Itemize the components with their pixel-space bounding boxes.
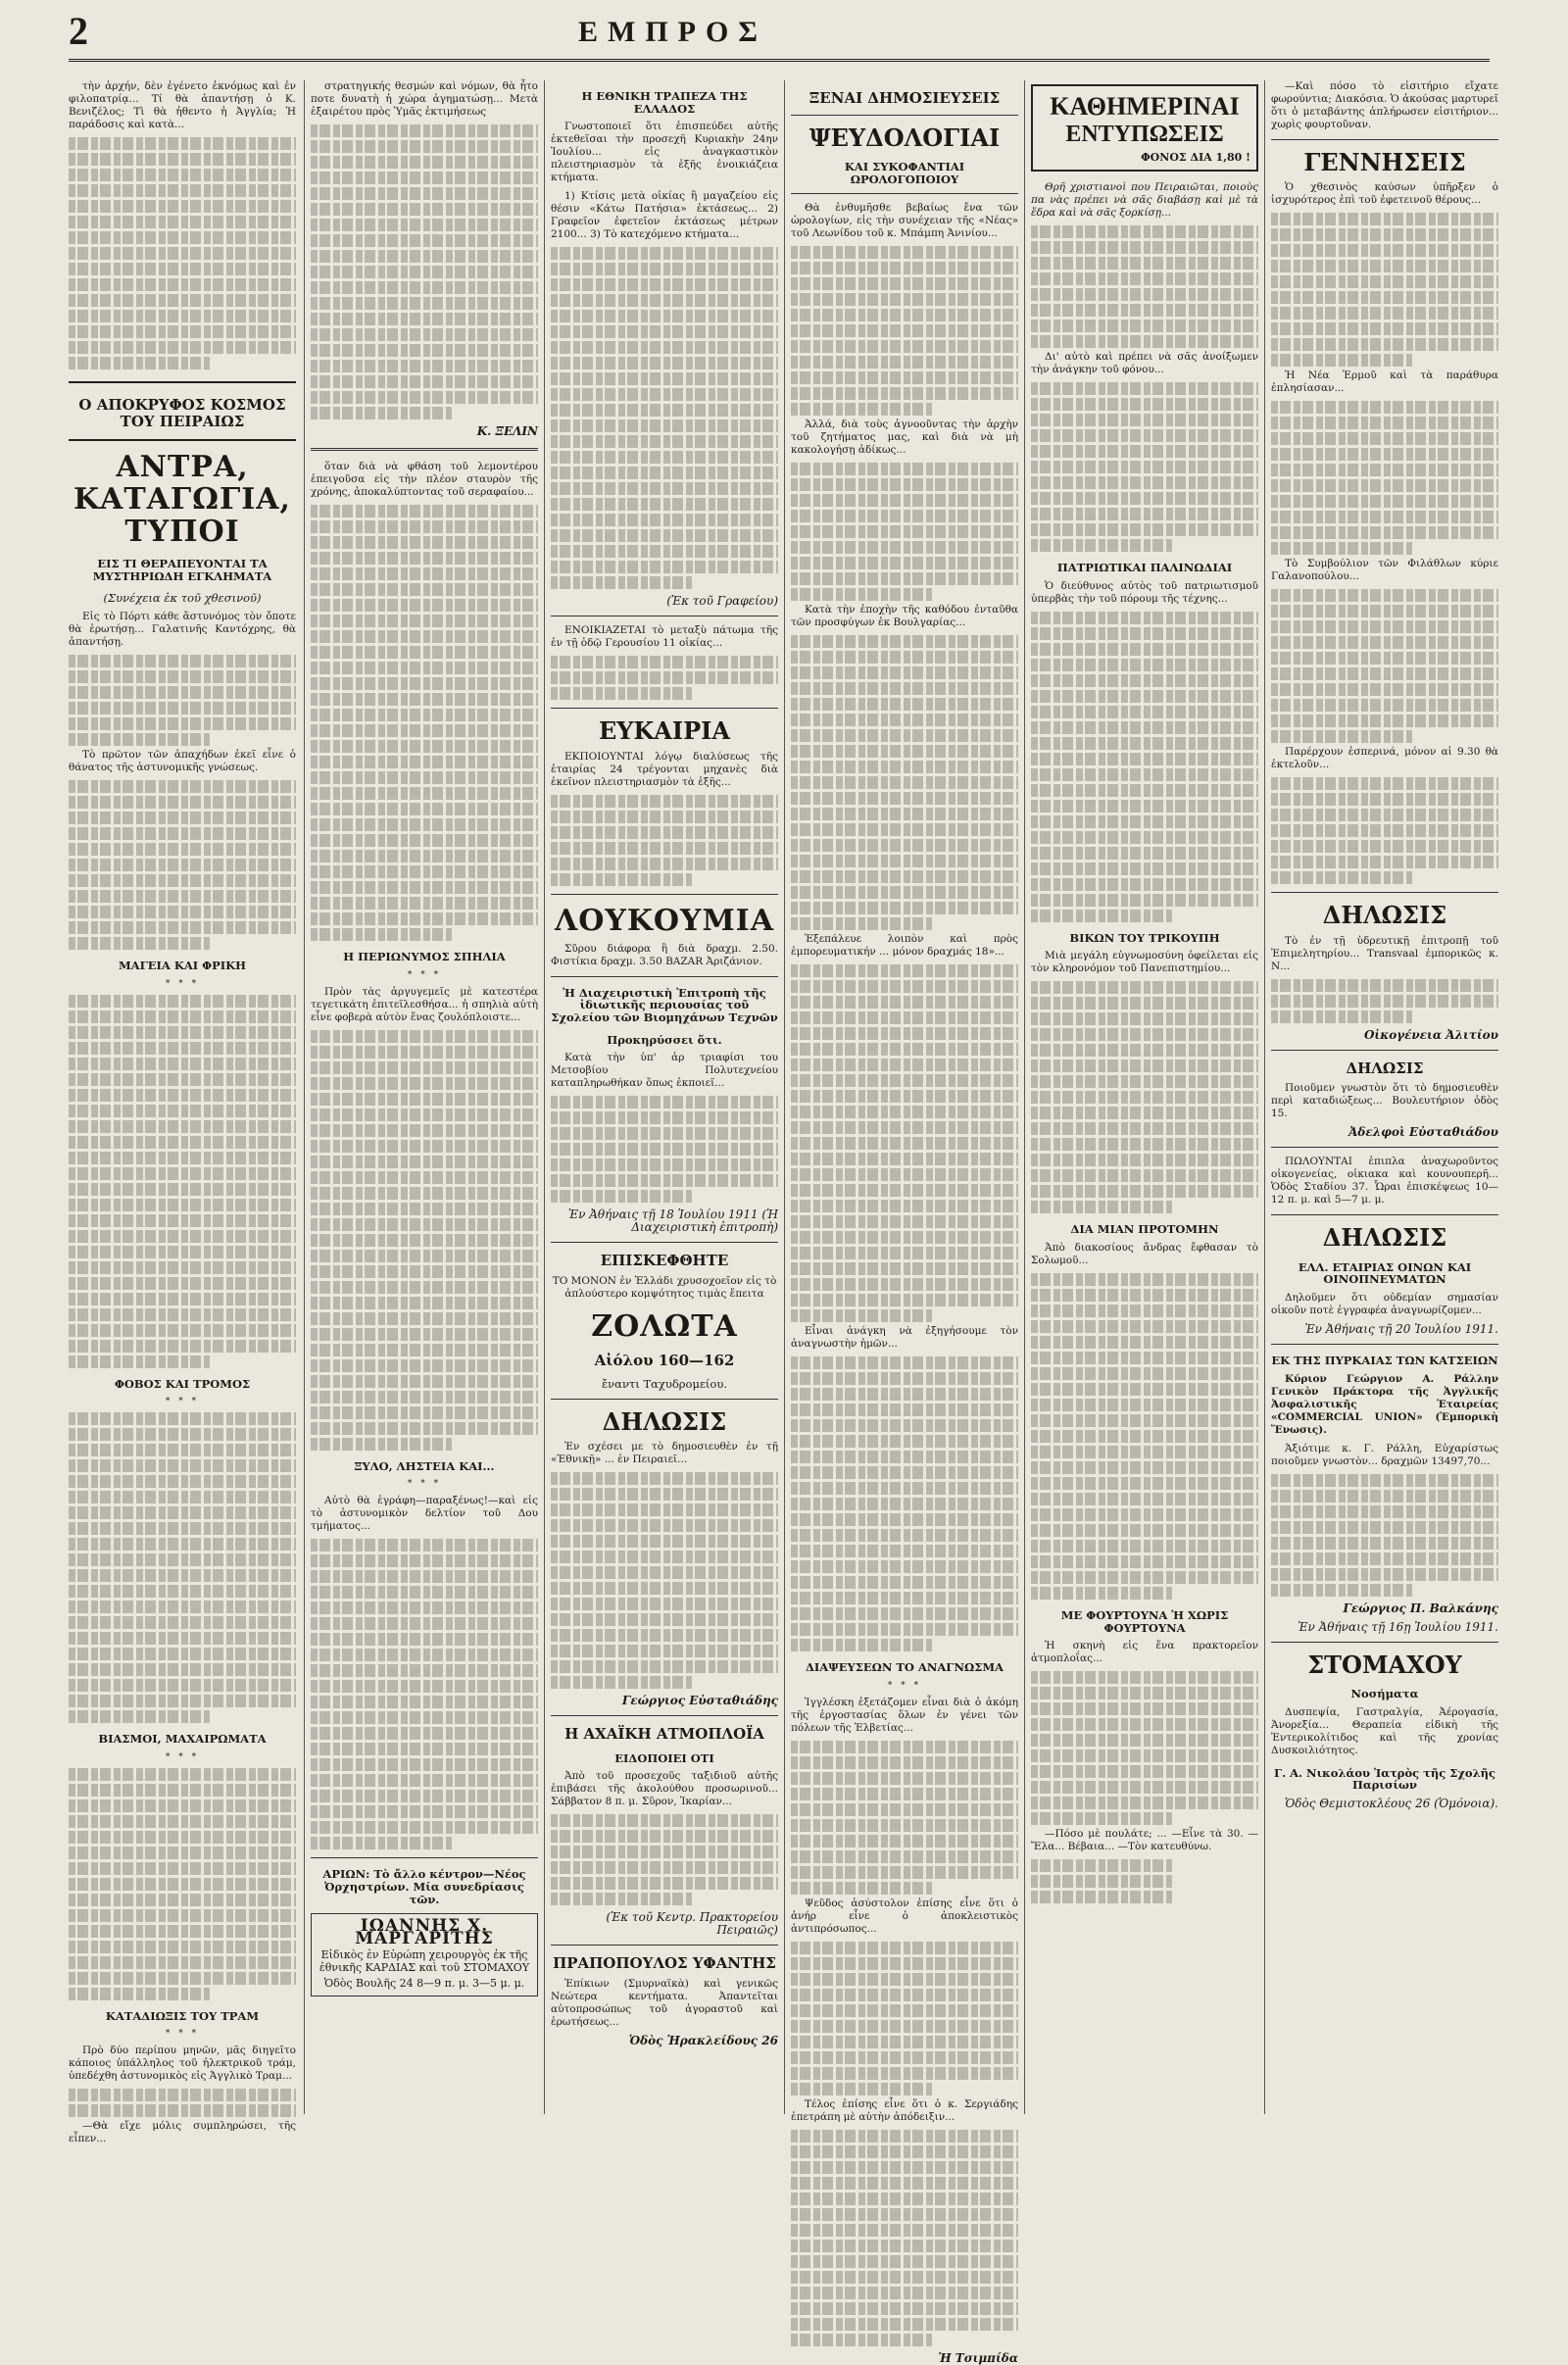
paragraph-8: Τέλος ἐπίσης εἶνε ὅτι ὁ κ. Σεργιάδης ἐπετράπη μὲ αὐτὴν ἀπόδειξιν... <box>791 2097 1018 2123</box>
eukairia-text: ΕΚΠΟΙΟΥΝΤΑΙ λόγῳ διαλύσεως τῆς ἐταιρίας 24 τρέγονται μηχανὲς διὰ ἐκεῖνον πλειστηριασμὸν τὰ ἑξῆς... <box>551 750 778 788</box>
dilosis1-sign: Οἰκογένεια Ἀλιτίου <box>1363 1027 1498 1042</box>
quote-paragraph: Τὸ πρῶτον τῶν ἀπαχήδων ἐκεῖ εἶνε ὁ θάνατος τῆς ἀστυνομικῆς γνώσεως. <box>69 748 296 773</box>
heading-3: ΔΙΑ ΜΙΑΝ ΠΡΟΤΟΜΗΝ <box>1070 1222 1219 1237</box>
ad-text: Εἰδικὸς ἐν Εὐρώπη χειρουργὸς ἐκ τῆς ἐθνικῆς ΚΑΡΔΙΑΣ καὶ τοῦ ΣΤΟΜΑΧΟΥ <box>318 1948 530 1975</box>
achaiki-text: Ἀπὸ τοῦ προσεχοῦς ταξιδιοῦ αὐτῆς ἐπιβάσει τῆς ἀκολούθου προσωρινοῦ... Σάββατον 8 π. μ. Σῦρον, Ἰκαρίαν... <box>551 1770 778 1808</box>
stomach-doctor: Γ. Α. Νικολάου Ἰατρὸς τῆς Σχολῆς Παρισίων <box>1273 1765 1496 1793</box>
heading-correction: ΔΙΑΨΕΥΣΕΩΝ ΤΟ ΑΝΑΓΝΩΣΜΑ <box>806 1660 1004 1675</box>
dialogue-paragraph: ὅταν διὰ νὰ φθάση τοῦ λεμοντέρου ἐπειγοῦσα εἰς τὴν πλέον σταυρὸν τῆς χρόνης, ἀποκαλύπτοντας τοῦ σεραφαίου... <box>311 461 538 498</box>
heading-violence: ΒΙΑΣΜΟΙ, ΜΑΧΑΙΡΩΜΑΤΑ <box>98 1732 267 1747</box>
heading-4: ΜΕ ΦΟΥΡΤΟΥΝΑ Ἡ ΧΩΡΙΣ ΦΟΥΡΤΟΥΝΑ <box>1060 1607 1229 1635</box>
zolota-title: ΖΟΛΩΤΑ <box>591 1308 738 1344</box>
subheadline: ΚΑΙ ΣΥΚΟΦΑΝΤΙΑΙ ΩΡΟΛΟΓΟΠΟΙΟΥ <box>844 159 965 186</box>
bank-items: 1) Κτίσις μετὰ οἰκίας ἢ μαγαζείου εἰς θέσιν «Κάτω Πατήσια» ἐκτάσεως... 2) Γραφεῖον ἐφετεῖον ἐκτάσεως μέτρων 2100... 3) Τὸ κατεχόμενο κτήματα... <box>551 190 778 241</box>
column-1: τὴν ἀρχήν, δὲν ἐγένετο ἐκνόμως καὶ ἐν φιλοπατρίᾳ... Τί θὰ ἀπαντήσῃ ὁ Κ. Βενιζέλος; Τὶ θὰ ἠθεντο ἡ Ἀγγλία; Ἡ παράδοσις καὶ κατὰ... Ο ΑΠΟΚΡΥΦΟΣ ΚΟΣΜΟΣ ΤΟΥ ΠΕΙΡΑΙΩΣ ΑΝΤΡΑ, ΚΑΤΑΓΩΓΙΑ, ΤΥΠΟΙ ΕΙΣ ΤΙ ΘΕΡΑΠΕΥΟΝΤΑΙ ΤΑ ΜΥΣΤΗΡΙΩΔΗ ΕΓΚΛΗΜΑΤΑ (Συνέχεια ἐκ τοῦ χθεσινοῦ) Εἰς τὸ Πόρτι κάθε ἄστυνόμος τὸν ὄποτε θὰ ἐρωτήσῃ... Γαλατινῆς Καντόχρης, θὰ ἀπαντήσῃ. Τὸ πρῶτον τῶν ἀπαχήδων ἐκεῖ εἶνε ὁ θάνατος τῆς ἀστυνομικῆς γνώσεως. ΜΑΓΕΙΑ ΚΑΙ ΦΡΙΚΗ * * * ΦΟΒΟΣ ΚΑΙ ΤΡΟΜΟΣ * * * ΒΙΑΣΜΟΙ, ΜΑΧΑΙΡΩΜΑΤΑ * * * ΚΑΤΑΔΙΩΞΙΣ ΤΟΥ ΤΡΑΜ * * * Πρὸ δύο περίπου μηνῶν, μᾶς διηγεῖτο κάποιος ὑπάλληλος τοῦ ἠλεκτρικοῦ τράμ, ὑπεδέχθη ἀστυνομικὸς εἰς Ἀγγλικὸ Τραμ... —Θὰ εἴχε μόλις συμπληρώσει, τῆς εἶπεν... <box>69 80 296 2145</box>
doctor-ad <box>311 1913 538 1996</box>
letters-date: Ἐν Ἀθήναις τῇ 16ῃ Ἰουλίου 1911. <box>1298 1619 1498 1634</box>
paragraph-1: Θὰ ἐνθυμῆσθε βεβαίως ἔνα τῶν ὡρολογίων, εἰς τὴν συνέχειαν τῆς «Νέας» τοῦ Λεωνίδου τοῦ κ. Μπάμπη Ἀνινίου... <box>791 202 1018 240</box>
main-headline: ΨΕΥΔΟΛΟΓΙΑΙ <box>808 123 1001 152</box>
achaiki-title: Η ΑΧΑΪΚΗ ΑΤΜΟΠΛΟΪΑ <box>564 1725 764 1744</box>
ad-name: ΙΩΑΝΝΗΣ Χ. ΜΑΡΓΑΡΙΤΗΣ <box>355 1916 494 1949</box>
committee-title: Ἡ Διαχειριστικὴ Ἐπιτροπὴ τῆς ἰδιωτικῆς περιουσίας τοῦ Σχολείου τῶν Βιομηχάνων Τεχνῶν <box>551 985 778 1024</box>
heading-cave: Η ΠΕΡΙΩΝΥΜΟΣ ΣΠΗΛΙΑ <box>343 950 506 963</box>
top-paragraph: στρατηγικής θεσμών καὶ νόμων, θὰ ἦτο ποτε δυνατὴ ἡ χώρα ἀγηματώσῃ... Μετὰ ἐξαιρέτου πρὸς Ὑμᾶς ἐκτιμήσεως <box>311 80 538 118</box>
tram-close: —Θὰ εἴχε μόλις συμπληρώσει, τῆς εἶπεν... <box>69 2120 296 2145</box>
eukairia-title: ΕΥΚΑΙΡΙΑ <box>598 716 731 746</box>
section-title: ΞΕΝΑΙ ΔΗΜΟΣΙΕΥΣΕΙΣ <box>808 89 1001 107</box>
dilosis-text: Ἐν σχέσει με τὸ δημοσιευθὲν ἐν τῇ «Ἐθνικῇ» ... ἐν Πειραιεῖ... <box>551 1441 778 1466</box>
robbery-paragraph: Αὐτὸ θὰ ἐγράφη—παραξένως!—καὶ εἰς τὸ ἀστυνομικὸν δελτίον τοῦ Δου τμήματος... <box>311 1495 538 1533</box>
masthead <box>69 8 1490 62</box>
dilosis2-title: ΔΗΛΩΣΙΣ <box>1346 1059 1424 1077</box>
intro-paragraph: τὴν ἀρχήν, δὲν ἐγένετο ἐκνόμως καὶ ἐν φιλοπατρίᾳ... Τί θὰ ἀπαντήσῃ ὁ Κ. Βενιζέλος; Τὶ θὰ ἠθεντο ἡ Ἀγγλία; Ἡ παράδοσις καὶ κατὰ... <box>69 80 296 130</box>
bank-paragraph: Γνωστοποιεῖ ὅτι ἐπισπεύδει αὐτῆς ἐκτεθεῖσαι τὴν προσεχῆ Κυριακὴν 24ην Ἰουλίου... εἰς ἀναγκαστικὸν πλειστηριασμὸν τὰ ἑξῆς ἐνοικιάζεια κτήματα. <box>551 121 778 184</box>
paragraph-6: Ἰγγλέσκη ἐξετάζομεν εἶναι διὰ ὁ ἀκόμη τῆς ἐργοστασίας ὅλων ἐν γένει τῶν πόλεων τῆς Ἑλβετίας... <box>791 1696 1018 1734</box>
committee-sub: Προκηρύσσει ὅτι. <box>607 1032 722 1047</box>
cave-paragraph: Πρὸν τὰς ἀργυγεμεῖς μὲ κατεστέρα τεγετικάτη ἐπιτεῖλεσθήσα... ἠ σπηλιὰ αὐτὴ εἶνε φοβερὰ αὐτὸν ἕνας ζουλόπλοιστε... <box>311 985 538 1023</box>
dialogue: —Πόσο μὲ πουλάτε; ... —Εἶνε τὰ 30. —Ἔλα... Βέβαια... —Τὸν κατευθύνω. <box>1031 1828 1258 1853</box>
letters-title: ΕΚ ΤΗΣ ΠΥΡΚΑΙΑΣ ΤΩΝ ΚΑΤΣΕΙΩΝ <box>1271 1353 1498 1367</box>
wine-sub: ΕΛΛ. ΕΤΑΙΡΙΑΣ ΟΙΝΩΝ ΚΑΙ ΟΙΝΟΠΝΕΥΜΑΤΩΝ <box>1298 1259 1472 1287</box>
letters-text: Κύριον Γεώργιον Α. Ράλλην Γενικὸν Πράκτορα τῆς Ἀγγλικῆς Ἀσφαλιστικῆς Ἑταιρείας «COMMERCIAL UNION» (Ἐμπορικὴ Ἕνωσις). <box>1271 1372 1498 1436</box>
births-title: ΓΕΝΝΗΣΕΙΣ <box>1303 148 1466 176</box>
section-banner <box>69 381 296 441</box>
paragraph-7: Ψεῦδος ἀσύστολον ἐπίσης εἶνε ὅτι ὁ ἀνήρ εἶνε ὁ ἀποκλειστικὸς ἀντιπρόσωπος... <box>791 1897 1018 1935</box>
paragraph-5: Εἶναι ἀνάγκη νὰ ἐξηγήσουμε τὸν ἀναγνωστὴν ἡμῶν... <box>791 1325 1018 1351</box>
wine-text: Δηλοῦμεν ὅτι οὐδεμίαν σημασίαν οἰκοῦν ποτὲ ἐγγραφέα ἀναγνωρίζομεν... <box>1271 1291 1498 1316</box>
paragraph-3: Μιὰ μεγάλη εὐγνωμοσύνη ὀφείλεται εἰς τὸν κληρονόμον τοῦ Πανεπιστημίου... <box>1031 950 1258 975</box>
ad-address: Ὁδὸς Βουλῆς 24 8—9 π. μ. 3—5 μ. μ. <box>323 1977 525 1991</box>
main-headline: ΑΝΤΡΑ, ΚΑΤΑΓΩΓΙΑ, ΤΥΠΟΙ <box>73 450 291 549</box>
dilosis1-title: ΔΗΛΩΣΙΣ <box>1322 901 1447 930</box>
heading-magic: ΜΑΓΕΙΑ ΚΑΙ ΦΡΙΚΗ <box>118 958 247 972</box>
column-masthead <box>1031 84 1258 172</box>
article-signature: Ἡ Τσιμπίδα <box>938 2350 1018 2365</box>
continued-note: (Συνέχεια ἐκ τοῦ χθεσινοῦ) <box>103 591 262 606</box>
paragraph-4: Ἀπὸ διακοσίους ἄνδρας ἔφθασαν τὸ Σολωμοῦ... <box>1031 1241 1258 1266</box>
dilosis-sign: Γεώργιος Εὐσταθιάδης <box>621 1694 778 1708</box>
section-title: Ο ΑΠΟΚΡΥΦΟΣ ΚΟΣΜΟΣ ΤΟΥ ΠΕΙΡΑΙΩΣ <box>78 396 286 430</box>
loukoumia-title: ΛΟΥΚΟΥΜΙΑ <box>555 903 774 938</box>
stomach-sub: Νοσήματα <box>1350 1686 1419 1700</box>
subheadline: ΕΙΣ ΤΙ ΘΕΡΑΠΕΥΟΝΤΑΙ ΤΑ ΜΥΣΤΗΡΙΩΔΗ ΕΓΚΛΗΜΑΤΑ <box>92 557 272 583</box>
zolota-near: ἔναντι Ταχυδρομείου. <box>602 1377 727 1392</box>
paragraph-5: Ἡ σκηνὴ εἰς ἕνα πρακτορεῖον ἀτμοπλοΐας... <box>1031 1640 1258 1665</box>
column-note: ΦΟΝΟΣ ΔΙΑ 1,80 ! <box>1141 151 1250 164</box>
top-lines: —Καὶ πόσο τὸ εἰσιτήριο εἴχατε φωρούντια; Διακόσια. Ὁ ἀκούσας μαρτυρεῖ ὅτι ὁ μεταβάντης ἀπλήρωσεν εἰσιτήριον... χωρὶς φουρτοῦναν. <box>1271 80 1498 130</box>
letters-sign: Γεώργιος Π. Βαλκάνης <box>1343 1601 1498 1615</box>
intro: Θρῆ χριστιανοὶ που Πειραιῶται, ποιοὺς πα νὰς πρέπει νὰ σᾶς διαβάσῃ καὶ μὲ τὰ ἕδρα καὶ νὰ σᾶς ξορκίσῃ... <box>1031 181 1258 219</box>
dilosis1-text: Τὸ ἐν τῇ ὑδρευτικῇ ἐπιτροπῇ τοῦ Ἐπιμελητηρίου... Transvaal ἐμπορικῶς κ. Ν... <box>1271 934 1498 972</box>
visit-text: ΤΟ ΜΟΝΟΝ ἐν Ἑλλάδι χρυσοχοεῖον εἰς τὸ ἁπλούστερο κομψότητος τιμὰς ἔπειτα <box>552 1274 777 1300</box>
births-paragraph-2: Ἡ Νέα Ἐρμοῦ καὶ τὰ παράθυρα ἐπλησίασαν... <box>1271 370 1498 395</box>
sale-text: ΠΩΛΟΥΝΤΑΙ ἐπιπλα ἀναχωροῦντος οἰκογενείας, οἰκιακα καὶ κουνουπερῆ... Ὁδὸς Σταδίου 37. Ὧραι ἐπισκέψεως 10—12 π. μ. καὶ 5—7 μ. μ. <box>1271 1156 1498 1207</box>
zolota-address: Αἰόλου 160—162 <box>594 1351 735 1369</box>
dilosis2-text: Ποιοῦμεν γνωστὸν ὅτι τὸ δημοσιευθὲν περὶ καταδιώξεως... Βουλευτήριον ὁδὸς 15. <box>1271 1082 1498 1120</box>
births-paragraph-4: Παρέρχουν ἐσπερινά, μόνον αἱ 9.30 θὰ ἐκτελοῦν... <box>1271 746 1498 771</box>
wine-title: ΔΗΛΩΣΙΣ <box>1322 1223 1447 1253</box>
heading-tram: ΚΑΤΑΔΙΩΞΙΣ ΤΟΥ ΤΡΑΜ <box>105 2008 260 2023</box>
heading-2: ΒΙΚΩΝ ΤΟΥ ΤΡΙΚΟΥΠΗ <box>1069 930 1220 945</box>
heading-1: ΠΑΤΡΙΩΤΙΚΑΙ ΠΑΛΙΝΩΔΙΑΙ <box>1056 561 1233 574</box>
paragraph-1: Δι' αὐτὸ καὶ πρέπει νὰ σᾶς ἀνοίξωμεν τὴν ἀνάγκην τοῦ φόνου... <box>1031 351 1258 375</box>
paragraph-2: Ἀλλά, διὰ τοὺς ἀγνοοῦντας τὴν ἀρχὴν τοῦ ζητήματος μας, καὶ διὰ νὰ μὴ κακολογήσῃ ἀδίκως... <box>791 419 1018 457</box>
committee-text: Κατὰ τὴν ὑπ' ἀρ τριαφίσι του Μετσοβίου Πολυτεχνείου καταπληρωθήκαν ὅπως ἐκποιεῖ... <box>551 1052 778 1090</box>
column-3 <box>544 80 784 2114</box>
heading-robbery: ΞΥΛΟ, ΛΗΣΤΕΙΑ ΚΑΙ... <box>354 1458 495 1473</box>
stomach-address: Ὁδὸς Θεμιστοκλέους 26 (Ὁμόνοια). <box>1284 1796 1498 1810</box>
weaver-text: Ἐπίκιων (Σμυρναϊκὰ) καὶ γενικῶς Νεώτερα κεντήματα. Ἀπαντεῖται αὐτοπροσώπως τοῦ ἀγοραστοῦ καὶ ἐρωτήσεως... <box>551 1977 778 2028</box>
weaver-title: ΠΡΑΠΟΠΟΥΛΟΣ ΥΦΑΝΤΗΣ <box>553 1954 776 1973</box>
achaiki-sub: ΕΙΔΟΠΟΙΕΙ ΟΤΙ <box>614 1750 714 1765</box>
column-sub: ΕΝΤΥΠΩΣΕΙΣ <box>1065 122 1224 147</box>
letters-body: Ἀξιότιμε κ. Γ. Ράλλη, Εὐχαρίστως ποιοῦμεν γνωστὸν... δραχμῶν 13497,70... <box>1271 1442 1498 1467</box>
paragraph-3: Κατὰ τὴν ἐποχὴν τῆς καθόδου ἐνταῦθα τῶν προσφύγων ἐκ Βουλγαρίας... <box>791 604 1018 629</box>
tram-paragraph: Πρὸ δύο περίπου μηνῶν, μᾶς διηγεῖτο κάποιος ὑπάλληλος τοῦ ἠλεκτρικοῦ τράμ, ὑπεδέχθη ἀστυνομικὸς εἰς Ἀγγλικὸ Τραμ... <box>69 2045 296 2083</box>
dilosis2-sign: Ἀδελφοὶ Εὐσταθιάδου <box>1348 1125 1498 1140</box>
column-6 <box>1264 80 1504 2114</box>
stomach-text: Δυσπεψία, Γαστραλγία, Ἀέρογασία, Ἀνορεξία... Θεραπεία εἰδικὴ τῆς Ἐντερικολίτιδος καὶ τῆς χρονίας Δυσκοιλιότητος. <box>1271 1705 1498 1756</box>
weaver-address: Ὁδὸς Ἡρακλείδους 26 <box>628 2033 778 2047</box>
bank-title: Η ΕΘΝΙΚΗ ΤΡΑΠΕΖΑ ΤΗΣ ΕΛΛΑΔΟΣ <box>581 89 748 116</box>
column-2: στρατηγικής θεσμών καὶ νόμων, θὰ ἦτο ποτε δυνατὴ ἡ χώρα ἀγηματώσῃ... Μετὰ ἐξαιρέτου πρὸς Ὑμᾶς ἐκτιμήσεως Κ. ΞΕΛΙΝ ὅταν διὰ νὰ φθάση τοῦ λεμοντέρου ἐπειγοῦσα εἰς τὴν πλέον σταυρὸν τῆς χρόνης, ἀποκαλύπτοντας τοῦ σεραφαίου... Η ΠΕΡΙΩΝΥΜΟΣ ΣΠΗΛΙΑ * * * Πρὸν τὰς ἀργυγεμεῖς μὲ κατεστέρα τεγετικάτη ἐπιτεῖλεσθήσα... ἠ σπηλιὰ αὐτὴ εἶνε φοβερὰ αὐτὸν ἕνας ζουλόπλοιστε... ΞΥΛΟ, ΛΗΣΤΕΙΑ ΚΑΙ... * * * Αὐτὸ θὰ ἐγράφη—παραξένως!—καὶ εἰς τὸ ἀστυνομικὸν δελτίον τοῦ Δου τμήματος... ΑΡΙΩΝ: Τὸ ἄλλο κέντρον—Νέος Ὀρχηστρίων. Μία συνεδρίασις τῶν. ΙΩΑΝΝΗΣ Χ. ΜΑΡΓΑΡΙΤΗΣ Εἰδικὸς ἐν Εὐρώπη χειρουργὸς ἐκ τῆς ἐθνικῆς ΚΑΡΔΙΑΣ καὶ τοῦ ΣΤΟΜΑΧΟΥ Ὁδὸς Βουλῆς 24 8—9 π. μ. 3—5 μ. μ. <box>304 80 544 2114</box>
births-paragraph-1: Ὁ χθεσινὸς καύσων ὑπῆρξεν ὁ ἰσχυρότερος ἐπὶ τοῦ ἐφετεινοῦ θέρους... <box>1271 181 1498 207</box>
rent-notice: ΕΝΟΙΚΙΑΖΕΤΑΙ τὸ μεταξὺ πάτωμα τῆς ἐν τῇ ὁδῷ Γερουσίου 11 οἰκίας... <box>551 624 778 650</box>
article-signature: Κ. ΞΕΛΙΝ <box>476 424 538 438</box>
visit-title: ΕΠΙΣΚΕΦΘΗΤΕ <box>600 1252 729 1270</box>
column-5 <box>1024 80 1264 2114</box>
wine-sign: Ἐν Ἀθήναις τῇ 20 Ἰουλίου 1911. <box>1304 1321 1498 1336</box>
newspaper-title: ΕΜΠΡΟΣ <box>578 16 767 48</box>
arion-ad: ΑΡΙΩΝ: Τὸ ἄλλο κέντρον—Νέος Ὀρχηστρίων. Μία συνεδρίασις τῶν. <box>322 1867 526 1906</box>
committee-sign: Ἐν Ἀθήναις τῇ 18 Ἰουλίου 1911 (Ἡ Διαχειριστικὴ ἐπιτροπὴ) <box>567 1207 778 1235</box>
paragraph-4: Ἐξεπάλευε λοιπὸν καὶ πρὸς ἐμπορευματικήν ... μόνον δραχμάς 18»... <box>791 933 1018 959</box>
achaiki-footer: (Ἐκ τοῦ Κεντρ. Πρακτορείου Πειραιῶς) <box>606 1910 778 1938</box>
births-paragraph-3: Τὸ Συμβούλιον τῶν Φιλάθλων κύριε Γαλανοπούλου... <box>1271 558 1498 583</box>
lead-paragraph: Εἰς τὸ Πόρτι κάθε ἄστυνόμος τὸν ὄποτε θὰ ἐρωτήσῃ... Γαλατινῆς Καντόχρης, θὰ ἀπαντήσῃ. <box>69 610 296 648</box>
stomach-title: ΣΤΟΜΑΧΟΥ <box>1307 1650 1462 1679</box>
page-number: 2 <box>69 9 88 53</box>
column-4: ΞΕΝΑΙ ΔΗΜΟΣΙΕΥΣΕΙΣ ΨΕΥΔΟΛΟΓΙΑΙ ΚΑΙ ΣΥΚΟΦΑΝΤΙΑΙ ΩΡΟΛΟΓΟΠΟΙΟΥ Θὰ ἐνθυμῆσθε βεβαίως ἔνα τῶν ὡρολογίων, εἰς τὴν συνέχειαν τῆς «Νέας» τοῦ Λεωνίδου τοῦ κ. Μπάμπη Ἀνινίου... Ἀλλά, διὰ τοὺς ἀγνοοῦντας τὴν ἀρχὴν τοῦ ζητήματος μας, καὶ διὰ νὰ μὴ κακολογήσῃ ἀδίκως... Κατὰ τὴν ἐποχὴν τῆς καθόδου ἐνταῦθα τῶν προσφύγων ἐκ Βουλγαρίας... Ἐξεπάλευε λοιπὸν καὶ πρὸς ἐμπορευματικήν ... μόνον δραχμάς 18»... Εἶναι ἀνάγκη νὰ ἐξηγήσουμε τὸν ἀναγνωστὴν ἡμῶν... ΔΙΑΨΕΥΣΕΩΝ ΤΟ ΑΝΑΓΝΩΣΜΑ * * * Ἰγγλέσκη ἐξετάζομεν εἶναι διὰ ὁ ἀκόμη τῆς ἐργοστασίας ὅλων ἐν γένει τῶν πόλεων τῆς Ἑλβετίας... Ψεῦδος ἀσύστολον ἐπίσης εἶνε ὅτι ὁ ἀνήρ εἶνε ὁ ἀποκλειστικὸς ἀντιπρόσωπος... Τέλος ἐπίσης εἶνε ὅτι ὁ κ. Σεργιάδης ἐπετράπη μὲ αὐτὴν ἀπόδειξιν... Ἡ Τσιμπίδα <box>784 80 1024 2114</box>
dilosis-title: ΔΗΛΩΣΙΣ <box>602 1406 727 1436</box>
paragraph-2: Ὁ διεύθυνος αὐτὸς τοῦ πατριωτισμοῦ ὑπερβὰς τὴν τοῦ πόρουμ τῆς τέχνης... <box>1031 579 1258 605</box>
loukoumia-text: Σῦρου διάφορα ἢ διὰ δραχμ. 2.50. Φιστίκια δραχμ. 3.50 BAZAR Ἀριζάνιον. <box>551 942 778 967</box>
bank-footer: (Ἐκ τοῦ Γραφείου) <box>666 594 778 609</box>
column-title: ΚΑΘΗΜΕΡΙΝΑΙ <box>1050 92 1240 121</box>
heading-fear: ΦΟΒΟΣ ΚΑΙ ΤΡΟΜΟΣ <box>114 1376 251 1391</box>
